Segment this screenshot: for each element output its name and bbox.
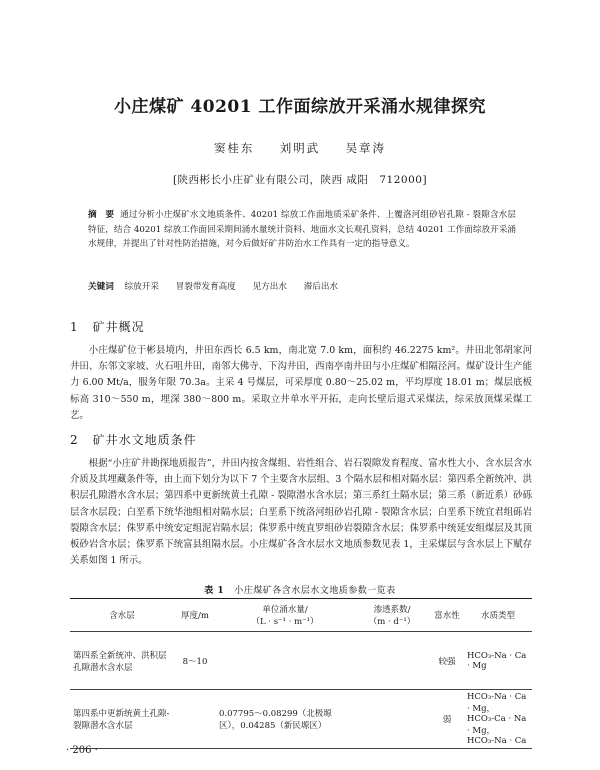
section-heading xyxy=(70,431,197,448)
column-header xyxy=(216,599,354,632)
affiliation: [陕西彬长小庄矿业有限公司，陕西 咸阳 712000] xyxy=(172,174,428,186)
column-header: 水质类型 xyxy=(464,599,532,632)
column-header: 富水性 xyxy=(430,599,464,632)
abstract-label: 摘 要 xyxy=(88,210,115,220)
column-header-line: （L · s⁻¹ · m⁻¹） xyxy=(251,617,319,627)
author-name: 吴章涛 xyxy=(345,141,387,155)
section-title: 矿井水文地质条件 xyxy=(92,433,197,447)
section-heading xyxy=(70,318,145,335)
table-cell xyxy=(464,690,532,749)
abstract xyxy=(88,208,516,252)
table-cell xyxy=(354,690,430,749)
water-type: HCO₃-Na · Ca · Mg， xyxy=(467,692,527,714)
table-cell: 8～10 xyxy=(174,632,216,690)
column-header: 含水层 xyxy=(70,599,174,632)
author-name: 窦桂东 xyxy=(213,141,255,155)
table-caption-text: 小庄煤矿各含水层水文地质参数一览表 xyxy=(234,586,396,596)
section-number: 1 xyxy=(70,320,79,334)
table-cell xyxy=(216,632,354,690)
table-cell xyxy=(464,632,532,690)
page-number: · 206 · xyxy=(66,745,98,756)
water-type: HCO₃-Ca · Na · Mg， xyxy=(467,714,527,736)
table-header-row xyxy=(70,599,532,632)
section-paragraph: 小庄煤矿位于彬县境内，井田东西长 6.5 km，南北宽 7.0 km，面积约 46.2275 km²。井田北邻胡家河井田、东邻文家坡、火石咀井田，南邻大佛寺、下沟井田，西南亭南井田与小庄煤矿相隔泾河。煤矿设计生产能力 6.00 Mt/a，服务年限 70.3a。主采 4 号煤层，可采厚度 0.80～25.02 m，平均厚度 18.01 m；煤层底板标高 310～550 m，埋深 380～800 m。采取立井单水平开拓，走向长壁后退式采煤法，综采放顶煤采煤工艺。 xyxy=(70,345,532,421)
table-cell: 较强 xyxy=(430,632,464,690)
keyword: 滞后出水 xyxy=(303,282,339,292)
keyword: 冒裂带发育高度 xyxy=(175,282,236,292)
section-title: 矿井概况 xyxy=(92,320,145,334)
column-header-line: （m · d⁻¹） xyxy=(368,617,416,627)
table-cell xyxy=(354,632,430,690)
column-header-line: 渗透系数/ xyxy=(373,605,411,615)
section-paragraph: 根据“小庄矿井勘探地质报告”，井田内按含煤组、岩性组合、岩石裂隙发育程度、富水性大小、含水层含水介质及其埋藏条件等，由上而下划分为以下 7 个主要含水层组、3 个隔水层和相对隔水层：第四系全新统冲、洪积层孔隙潜水含水层；第四系中更新统黄土孔隙 - 裂隙潜水含水层；第三系红土隔水层；第三系（新近系）砂砾层含水层段；白垩系下统华池组相对隔水层；白垩系下统洛河组砂岩孔隙 - 裂隙含水层；白垩系下统宜君组砾岩裂隙含水层；侏罗系中统安定组泥岩隔水层；侏罗系中统直罗组砂岩裂隙含水层；侏罗系中统延安组煤层及其顶板砂岩含水层；侏罗系下统富县组隔水层。小庄煤矿各含水层水文地质参数见表 1，主采煤层与含水层上下赋存关系如图 1 所示。 xyxy=(70,458,532,567)
author-name: 刘明武 xyxy=(279,141,321,155)
abstract-text: 通过分析小庄煤矿水文地质条件、40201 综放工作面地质采矿条件、上覆洛河组砂岩孔隙 - 裂隙含水层特征，结合 40201 综放工作面回采期间涌水量统计资料、地面水文长观孔资料，总结 40201 工作面综放开采涌水规律，并提出了针对性防治措施，对今后做好矿井防治水工作具有一定的指导意义。 xyxy=(88,210,516,250)
hydro-parameter-table xyxy=(70,598,532,749)
keyword: 综放开采 xyxy=(124,282,159,292)
water-type: HCO₃-Na · Ca · Mg xyxy=(467,650,527,671)
column-header xyxy=(354,599,430,632)
table-caption-number: 表 1 xyxy=(204,586,225,596)
table-cell xyxy=(174,690,216,749)
table-caption xyxy=(0,583,600,596)
section-number: 2 xyxy=(70,433,79,447)
keywords xyxy=(88,280,516,292)
table-cell: 弱 xyxy=(430,690,464,749)
table-cell: 第四系全新统冲、洪积层孔隙潜水含水层 xyxy=(70,632,174,690)
keywords-label: 关键词 xyxy=(88,282,114,292)
column-header-line: 单位涌水量/ xyxy=(262,605,308,615)
table-row xyxy=(70,690,532,749)
keyword: 见方出水 xyxy=(252,282,287,292)
table-cell: 0.07795～0.08299（北极塬区），0.04285（新民塬区） xyxy=(216,690,354,749)
paper-title: 小庄煤矿 40201 工作面综放开采涌水规律探究 xyxy=(114,97,486,117)
water-type: HCO₃-Na · Ca xyxy=(467,736,527,746)
author-list xyxy=(0,140,600,156)
table-cell: 第四系中更新统黄土孔隙-裂隙潜水含水层 xyxy=(70,690,174,749)
column-header: 厚度/m xyxy=(174,599,216,632)
table-row xyxy=(70,632,532,690)
